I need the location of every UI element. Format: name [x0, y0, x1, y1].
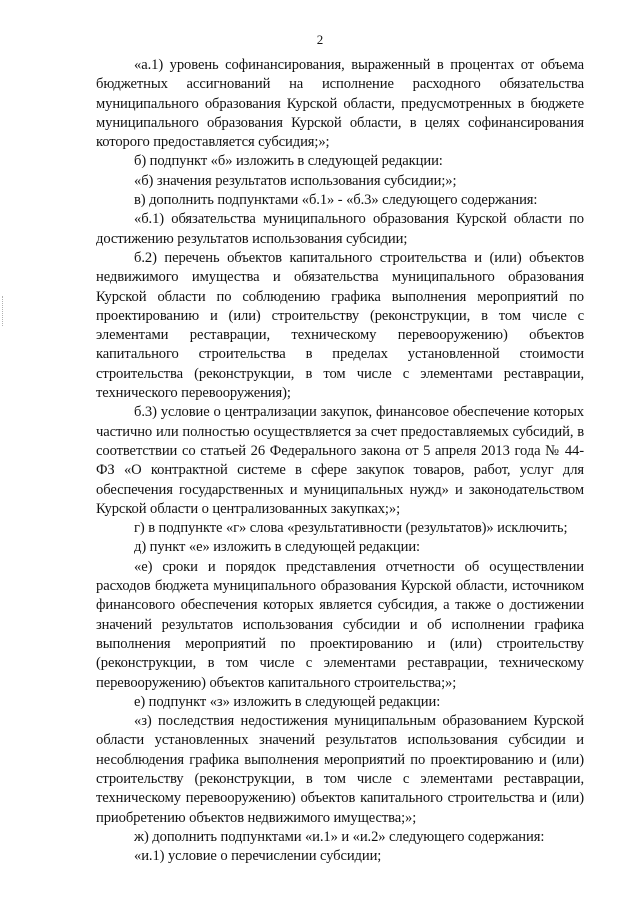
- paragraph-g: г) в подпункте «г» слова «результативности (результатов)» исключить;: [134, 520, 568, 537]
- paragraph-e-intro: е) подпункт «з» изложить в следующей редакции:: [134, 693, 441, 710]
- paragraph-b2: б.2) перечень объектов капитального строительства и (или) объектов недвижимого имущества и обязательства муниципального образования Курской области по соблюдению графика выполнения мероприятий по проектированию и (или) строительству (реконструкции, в том числе с элементами реставрации, техническому перевооружению) объектов капитального строительства в пределах установленной стоимости строительства (реконструкции, в том числе с элементами реставрации, технического перевооружения);: [96, 249, 584, 402]
- scan-margin-marks: [2, 296, 7, 326]
- paragraph-b: «б) значения результатов использования субсидии;»;: [134, 172, 457, 189]
- paragraph-b3: б.3) условие о централизации закупок, финансовое обеспечение которых частично или полностью осуществляется за счет предоставляемых субсидий, в соответствии со статьей 26 Федерального закона от 5 апреля 2013 года № 44-ФЗ «О контрактной системе в сфере закупок товаров, работ, услуг для обеспечения государственных и муниципальных нужд» и законодательством Курской области о централизованных закупках;»;: [96, 404, 584, 517]
- paragraph-e-item: «е) сроки и порядок представления отчетности об осуществлении расходов бюджета муниципального образования Курской области, источником финансового обеспечения которых является субсидия, а также о достижении значений результатов использования субсидии и об исполнении графика выполнения мероприятий по проектированию и (или) строительству (реконструкции, в том числе с элементами реставрации, техническому перевооружению) объектов капитального строительства;»;: [96, 558, 584, 691]
- paragraph-i1: «и.1) условие о перечислении субсидии;: [134, 848, 382, 865]
- paragraph-b1: «б.1) обязательства муниципального образования Курской области по достижению результатов использования субсидии;: [96, 211, 584, 247]
- paragraph-d-intro: д) пункт «е» изложить в следующей редакции:: [134, 539, 421, 556]
- page-number: 2: [316, 32, 324, 47]
- paragraph-zh-intro: ж) дополнить подпунктами «и.1» и «и.2» следующего содержания:: [134, 828, 545, 845]
- paragraph-z: «з) последствия недостижения муниципальным образованием Курской области установленных значений результатов использования субсидии и несоблюдения графика выполнения мероприятий по проектированию и (или) строительству (реконструкции, в том числе с элементами реставрации, техническому перевооружению) объектов капитального строительства и (или) приобретению объектов недвижимого имущества;»;: [96, 713, 584, 826]
- document-body: [96, 56, 584, 866]
- paragraph-a1: «а.1) уровень софинансирования, выраженный в процентах от объема бюджетных ассигнований на исполнение расходного обязательства муниципального образования Курской области, предусмотренных в бюджете муниципального образования Курской области, в целях софинансирования которого предоставляется субсидия;»;: [96, 57, 584, 151]
- paragraph-v-intro: в) дополнить подпунктами «б.1» - «б.3» следующего содержания:: [134, 192, 538, 209]
- paragraph-b-intro: б) подпункт «б» изложить в следующей редакции:: [134, 153, 443, 170]
